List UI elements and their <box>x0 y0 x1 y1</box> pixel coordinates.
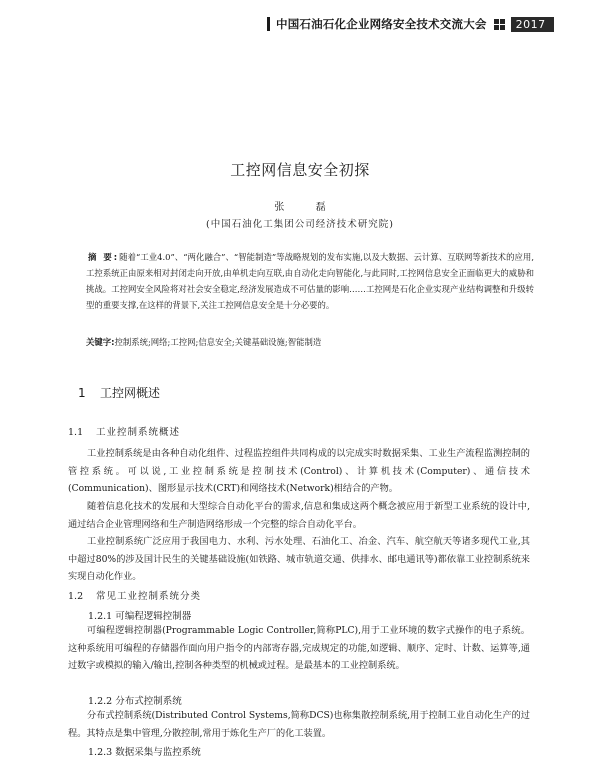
paper-title: 工控网信息安全初探 <box>230 161 370 179</box>
paragraph: 可编程逻辑控制器(Programmable Logic Controller,简称PLC),用于工业环境的数字式操作的电子系统。这种系统用可编程的存储器作面向用户指令的内部寄存器,完成规定的功能,如逻辑、顺序、定时、计数、运算等,通过数字或模拟的输入/输出,控制各种类型的机械或过程。是最基本的工业控制系统。 <box>68 625 530 671</box>
paragraph: 工业控制系统是由各种自动化组件、过程监控组件共同构成的以完成实时数据采集、工业生产流程监测控制的管控系统。可以说,工业控制系统是控制技术(Control)、计算机技术(Computer)、通信技术(Communication)、图形显示技术(CRT)和网络技术(Network)相结合的产物。 <box>68 448 530 494</box>
keywords-text: 控制系统;网络;工控网;信息安全;关键基础设施;智能制造 <box>114 337 322 347</box>
section-title: 工控网概述 <box>100 386 161 400</box>
author: 张 磊 <box>274 202 340 213</box>
paragraph: 工业控制系统广泛应用于我国电力、水利、污水处理、石油化工、冶金、汽车、航空航天等诸多现代工业,其中超过80%的涉及国计民生的关键基础设施(如铁路、城市轨道交通、供排水、邮电通讯等)都依靠工业控制系统来实现自动化作业。 <box>68 536 530 582</box>
subsection-number: 1.1 <box>68 427 84 438</box>
section-number: 1 <box>78 386 86 400</box>
paragraph: 分布式控制系统(Distributed Control Systems,简称DCS)也称集散控制系统,用于控制工业自动化生产的过程。其特点是集中管理,分散控制,常用于炼化生产厂的化工装置。 <box>68 710 530 739</box>
subsubsection-heading-1-2-3: 1.2.3 数据采集与监控系统 <box>88 747 201 758</box>
conference-year: 2017 <box>511 17 554 32</box>
running-header <box>267 12 572 36</box>
subsection-heading-1-2 <box>68 588 201 602</box>
section-heading-1 <box>78 384 160 401</box>
affiliation: (中国石油化工集团公司经济技术研究院) <box>206 219 394 230</box>
subsubsection-heading-1-2-1: 1.2.1 可编程逻辑控制器 <box>88 611 192 622</box>
abstract-label: 摘 要: <box>88 252 120 262</box>
conference-name: 中国石油石化企业网络安全技术交流大会 <box>276 17 487 31</box>
subsection-number: 1.2 <box>68 591 84 602</box>
header-squares-icon <box>494 19 505 30</box>
subsubsection-heading-1-2-2: 1.2.2 分布式控制系统 <box>88 696 182 707</box>
subsection-title: 常见工业控制系统分类 <box>96 591 202 602</box>
paragraph: 随着信息化技术的发展和大型综合自动化平台的需求,信息和集成这两个概念被应用于新型工业系统的设计中,通过结合企业管理网络和生产制造网络形成一个完整的综合自动化平台。 <box>68 501 530 530</box>
abstract-text: 随着“工业4.0”、“两化融合”、“智能制造”等战略规划的发布实施,以及大数据、云计算、互联网等新技术的应用,工控系统正由原来相对封闭走向开放,由单机走向互联,由自动化走向智能化,与此同时,工控网信息安全正面临更大的威胁和挑战。工控网安全风险将对社会安全稳定,经济发展造成不可估量的影响……工控网是石化企业实现产业结构调整和升级转型的重要支撑,在这样的背景下,关注工控网信息安全是十分必要的。 <box>86 252 534 310</box>
keywords-label: 关键字: <box>86 337 115 347</box>
subsection-title: 工业控制系统概述 <box>96 427 181 438</box>
header-bar-mark <box>267 17 270 31</box>
subsection-heading-1-1 <box>68 424 180 438</box>
abstract <box>86 249 534 313</box>
keywords <box>86 334 534 350</box>
